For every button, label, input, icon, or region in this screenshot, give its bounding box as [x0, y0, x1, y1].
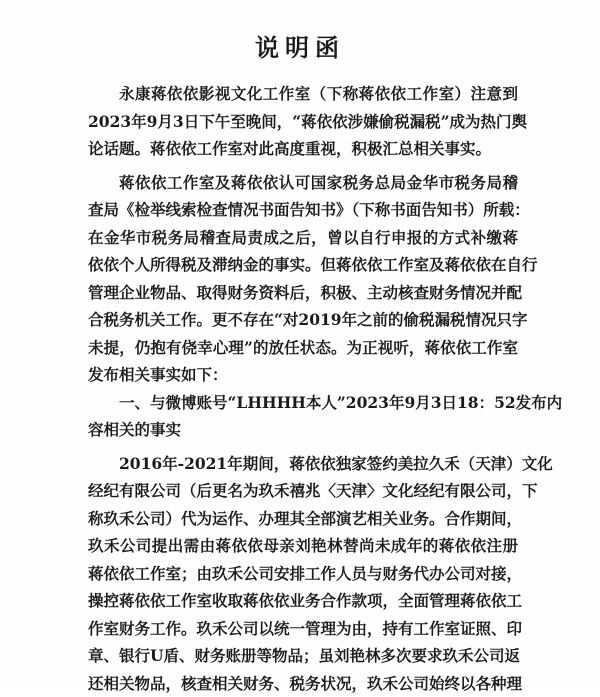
paragraph-2-line-3: 在金华市税务局稽查局责成之后，曾以自行申报的方式补缴蒋 [88, 224, 518, 252]
paragraph-1-line-2: 2023年9月3日下午至晚间，“蒋依依涉嫌偷税漏税”成为热门舆 [88, 108, 518, 136]
paragraph-3-line-5: 蒋依依工作室；由玖禾公司安排工作人员与财务代办公司对接， [88, 560, 518, 588]
paragraph-2-line-5: 管理企业物品、取得财务资料后，积极、主动核查财务情况并配 [88, 279, 518, 307]
section-heading-line-2: 容相关的事实 [88, 416, 518, 444]
paragraph-1-line-3: 论话题。蒋依依工作室对此高度重视，积极汇总相关事实。 [88, 135, 518, 163]
paragraph-3-line-3: 称玖禾公司）代为运作、办理其全部演艺相关业务。合作期间， [88, 505, 518, 533]
paragraph-3-line-1: 2016年-2021年期间，蒋依依独家签约美拉久禾（天津）文化 [88, 450, 518, 478]
paragraph-3-line-9: 还相关物品，核查相关财务、税务状况，玖禾公司始终以各种理 [88, 670, 518, 697]
paragraph-3-line-7: 作室财务工作。玖禾公司以统一管理为由，持有工作室证照、印 [88, 615, 518, 643]
section-heading-line-1: 一、与微博账号“LHHHH本人”2023年9月3日18：52发布内 [88, 389, 518, 417]
paragraph-3-line-4: 玖禾公司提出需由蒋依依母亲刘艳林替尚未成年的蒋依依注册 [88, 532, 518, 560]
document-title: 说明函 [0, 28, 600, 63]
paragraph-3-line-8: 章、银行U盾、财务账册等物品；虽刘艳林多次要求玖禾公司返 [88, 642, 518, 670]
paragraph-2-line-8: 发布相关事实如下： [88, 361, 518, 389]
document-body [88, 80, 518, 697]
paragraph-2-line-4: 依依个人所得税及滞纳金的事实。但蒋依依工作室及蒋依依在自行 [88, 251, 518, 279]
paragraph-3-line-6: 操控蒋依依工作室收取蒋依依业务合作款项，全面管理蒋依依工 [88, 587, 518, 615]
paragraph-3-line-2: 经纪有限公司（后更名为玖禾禧兆〈天津〉文化经纪有限公司，下 [88, 477, 518, 505]
paragraph-2-line-1: 蒋依依工作室及蒋依依认可国家税务总局金华市税务局稽 [88, 169, 518, 197]
paragraph-2-line-2: 查局《检举线索检查情况书面告知书》（下称书面告知书）所载： [88, 196, 518, 224]
paragraph-2-line-7: 未提，仍抱有侥幸心理”的放任状态。为正视听，蒋依依工作室 [88, 334, 518, 362]
paragraph-2-line-6: 合税务机关工作。更不存在“对2019年之前的偷税漏税情况只字 [88, 306, 518, 334]
paragraph-1-line-1: 永康蒋依依影视文化工作室（下称蒋依依工作室）注意到 [88, 80, 518, 108]
